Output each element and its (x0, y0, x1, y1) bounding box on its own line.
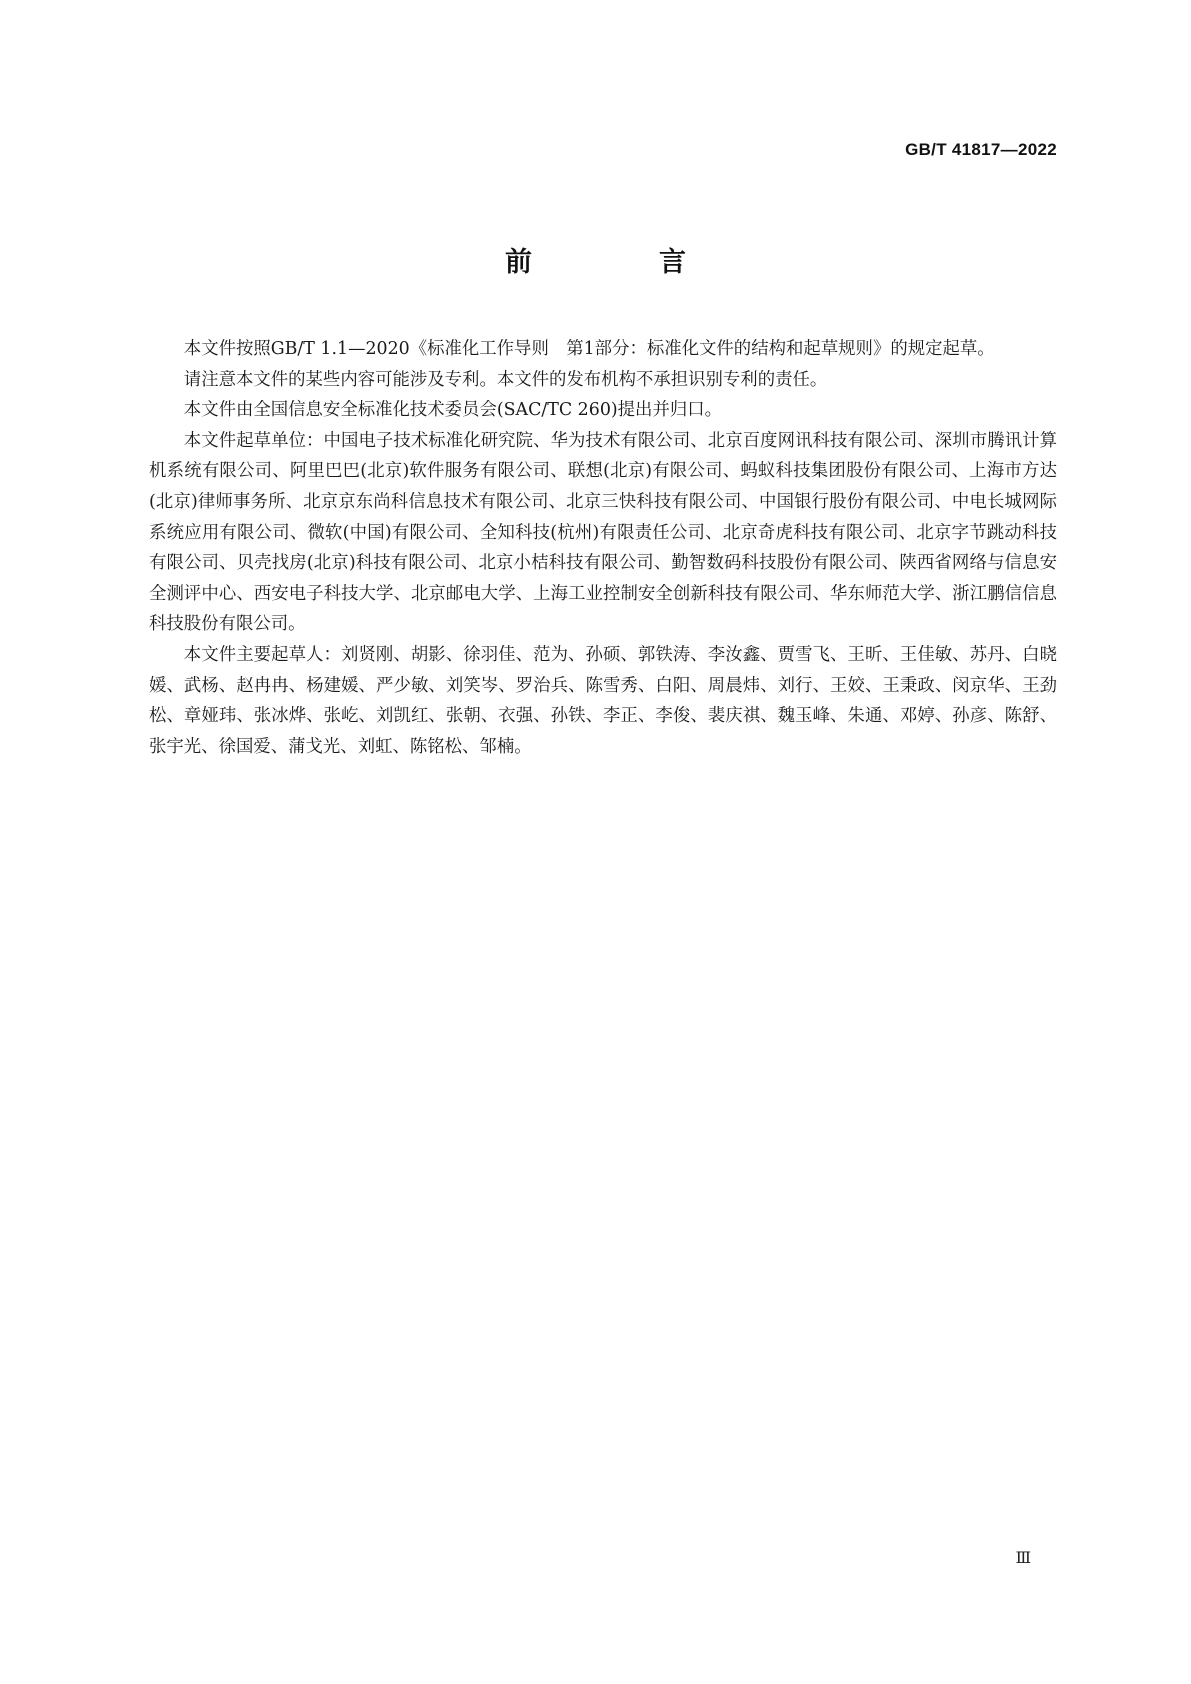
foreword-body (149, 334, 1057, 762)
paragraph-patent-notice: 请注意本文件的某些内容可能涉及专利。本文件的发布机构不承担识别专利的责任。 (183, 369, 828, 390)
page-title: 前 言 (505, 247, 736, 278)
page-number: Ⅲ (1015, 1550, 1031, 1567)
paragraph-drafters: 本文件主要起草人：刘贤刚、胡影、徐羽佳、范为、孙硕、郭铁涛、李汝鑫、贾雪飞、王昕、王佳敏、苏丹、白晓媛、武杨、赵冉冉、杨建媛、严少敏、刘笑岑、罗治兵、陈雪秀、白阳、周晨炜、刘行、王姣、王秉政、闵京华、王劲松、章娅玮、张冰烨、张屹、刘凯红、张朝、衣强、孙铁、李正、李俊、裴庆祺、魏玉峰、朱通、邓婷、孙彦、陈舒、张宇光、徐国爱、蒲戈光、刘虹、陈铭松、邹楠。 (149, 644, 1057, 757)
paragraph-drafting-units: 本文件起草单位：中国电子技术标准化研究院、华为技术有限公司、北京百度网讯科技有限公司、深圳市腾讯计算机系统有限公司、阿里巴巴(北京)软件服务有限公司、联想(北京)有限公司、蚂蚁科技集团股份有限公司、上海市方达(北京)律师事务所、北京京东尚科信息技术有限公司、北京三快科技有限公司、中国银行股份有限公司、中电长城网际系统应用有限公司、微软(中国)有限公司、全知科技(杭州)有限责任公司、北京奇虎科技有限公司、北京字节跳动科技有限公司、贝壳找房(北京)科技有限公司、北京小桔科技有限公司、勤智数码科技股份有限公司、陕西省网络与信息安全测评中心、西安电子科技大学、北京邮电大学、上海工业控制安全创新科技有限公司、华东师范大学、浙江鹏信信息科技股份有限公司。 (149, 430, 1057, 635)
paragraph-proposer: 本文件由全国信息安全标准化技术委员会(SAC/TC 260)提出并归口。 (183, 400, 723, 421)
standard-code: GB/T 41817—2022 (905, 140, 1057, 159)
paragraph-drafting-basis: 本文件按照GB/T 1.1—2020《标准化工作导则 第1部分：标准化文件的结构和起草规则》的规定起草。 (183, 339, 995, 359)
